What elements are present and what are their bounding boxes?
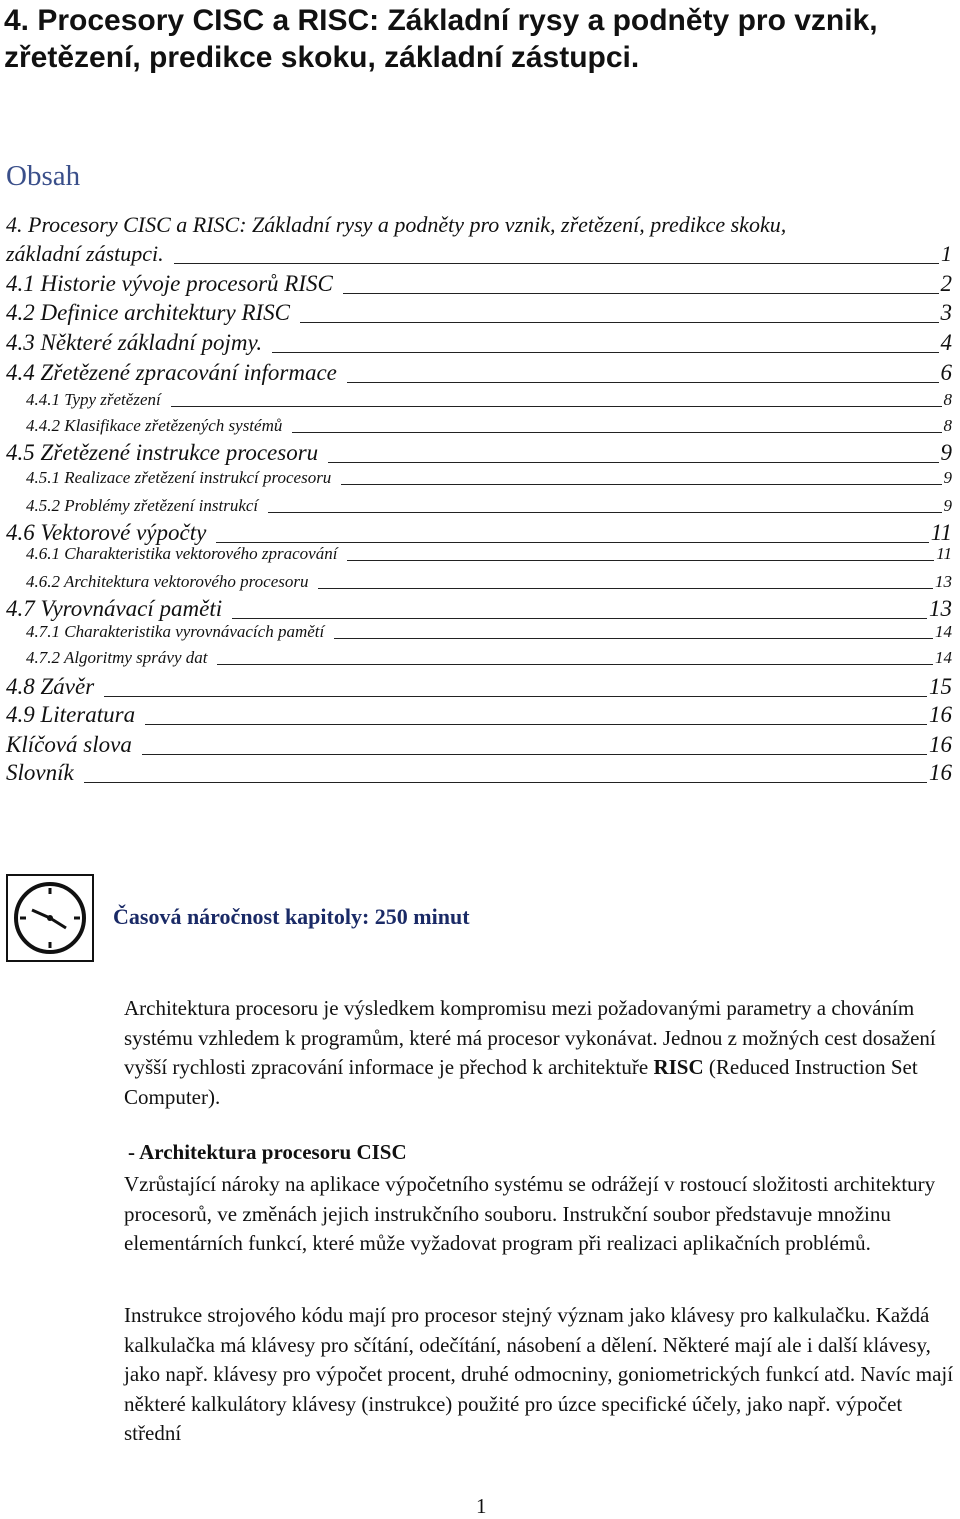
toc-page: 11 xyxy=(930,520,952,545)
toc-entry-label: 4.7.1 Charakteristika vyrovnávacích pamětí xyxy=(26,622,325,641)
section-subheading: - Architektura procesoru CISC xyxy=(128,1140,407,1164)
toc-entry[interactable] xyxy=(6,271,952,297)
intro-paragraph xyxy=(124,994,958,1112)
toc-entry[interactable] xyxy=(6,674,952,700)
toc-entry-label: Slovník xyxy=(6,760,74,785)
page-number: 1 xyxy=(476,1494,487,1518)
toc-leader xyxy=(84,781,927,783)
time-estimate: Časová náročnost kapitoly: 250 minut xyxy=(113,904,470,929)
toc-entry-label: 4.6.2 Architektura vektorového procesoru xyxy=(26,572,309,591)
toc-page: 9 xyxy=(943,468,952,487)
toc-leader xyxy=(272,351,938,353)
toc-page: 8 xyxy=(943,416,952,435)
toc-heading: Obsah xyxy=(6,160,81,192)
intro-bold: RISC xyxy=(653,1055,704,1079)
toc-entry[interactable] xyxy=(6,300,952,326)
toc-entry[interactable] xyxy=(6,760,952,786)
toc-page: 11 xyxy=(936,544,952,563)
toc-page: 1 xyxy=(941,241,952,266)
toc-page: 9 xyxy=(943,496,952,515)
toc-entry[interactable] xyxy=(6,702,952,728)
toc-entry-label: 4.1 Historie vývoje procesorů RISC xyxy=(6,271,333,296)
toc-page: 4 xyxy=(940,330,952,355)
toc-entry-label: 4.5 Zřetězené instrukce procesoru xyxy=(6,440,319,465)
toc-entry-label: 4.4 Zřetězené zpracování informace xyxy=(6,360,337,385)
toc-entry[interactable] xyxy=(6,520,952,546)
toc-entry-label: 4.6 Vektorové výpočty xyxy=(6,520,207,545)
toc-page: 15 xyxy=(929,674,952,699)
toc-leader xyxy=(318,587,933,589)
toc-entry-label: 4.5.2 Problémy zřetězení instrukcí xyxy=(26,496,259,515)
toc-entry-label: 4.4.1 Typy zřetězení xyxy=(26,390,161,409)
chapter-title: 4. Procesory CISC a RISC: Základní rysy a podněty pro vznik, zřetězení, predikce skoku, základní zástupci. xyxy=(4,4,878,74)
toc-leader xyxy=(300,321,938,323)
toc-page: 13 xyxy=(929,596,952,621)
toc-entry-label: 4.4.2 Klasifikace zřetězených systémů xyxy=(26,416,283,435)
toc-entry-label: 4.6.1 Charakteristika vektorového zpracování xyxy=(26,544,338,563)
toc-page: 13 xyxy=(935,572,952,591)
intro-text-end: (Reduced Instruction Set Computer). xyxy=(124,1055,918,1109)
toc-page: 16 xyxy=(929,760,952,785)
toc-entry-label: 4.5.1 Realizace zřetězení instrukcí procesoru xyxy=(26,468,332,487)
toc-entry-label: 4.7.2 Algoritmy správy dat xyxy=(26,648,208,667)
clock-icon xyxy=(6,874,94,962)
intro-text: Architektura procesoru je výsledkem kompromisu mezi požadovanými parametry a chováním systému vzhledem k programům, které má procesor vykonávat. Jednou z možných cest dosažení vyšší rychlosti zpracování informace je přechod k architektuře xyxy=(124,996,936,1079)
toc-leader xyxy=(174,262,939,264)
toc-leader xyxy=(334,637,933,639)
toc-leader xyxy=(232,617,927,619)
toc-entry-first-line1: 4. Procesory CISC a RISC: Základní rysy a podněty pro vznik, zřetězení, predikce skoku, xyxy=(6,212,787,237)
toc-entry[interactable] xyxy=(6,390,952,410)
toc-entry-first-line2: základní zástupci. xyxy=(6,241,164,266)
toc-entry-label: 4.2 Definice architektury RISC xyxy=(6,300,291,325)
toc-entry[interactable] xyxy=(6,330,952,356)
toc-leader xyxy=(341,483,941,485)
toc-page: 6 xyxy=(940,360,952,385)
toc-page: 8 xyxy=(943,390,952,409)
toc-page: 16 xyxy=(929,702,952,727)
toc-leader xyxy=(217,663,933,665)
toc-leader xyxy=(328,461,938,463)
toc-leader xyxy=(142,753,927,755)
toc-entry-label: 4.8 Závěr xyxy=(6,674,95,699)
toc-leader xyxy=(347,381,939,383)
toc-entry-label: 4.9 Literatura xyxy=(6,702,136,727)
toc-leader xyxy=(268,511,941,513)
toc-leader xyxy=(171,405,942,407)
toc-entry[interactable] xyxy=(6,416,952,436)
toc-page: 9 xyxy=(940,440,952,465)
toc-entry[interactable] xyxy=(6,622,952,642)
toc-entry-label: 4.7 Vyrovnávací paměti xyxy=(6,596,223,621)
toc-page: 14 xyxy=(935,622,952,641)
toc-entry[interactable] xyxy=(6,440,952,466)
toc-entry[interactable] xyxy=(6,648,952,668)
toc-entry[interactable] xyxy=(6,732,952,758)
toc-entry[interactable] xyxy=(6,544,952,564)
toc-leader xyxy=(347,559,934,561)
toc-entry-label: Klíčová slova xyxy=(6,732,132,757)
toc-leader xyxy=(343,292,939,294)
toc-leader xyxy=(292,431,941,433)
toc-leader xyxy=(145,723,927,725)
toc-entry[interactable] xyxy=(6,496,952,516)
toc-page: 14 xyxy=(935,648,952,667)
toc-page: 16 xyxy=(929,732,952,757)
toc-entry[interactable] xyxy=(6,360,952,386)
toc-leader xyxy=(104,695,927,697)
cisc-paragraph: Vzrůstající nároky na aplikace výpočetního systému se odrážejí v rostoucí složitosti architektury procesorů, ve změnách jejich instrukčního souboru. Instrukční soubor představuje množinu elementárních funkcí, které může vyžadovat program při realizaci aplikačních problémů. xyxy=(124,1172,936,1255)
instruction-paragraph: Instrukce strojového kódu mají pro procesor stejný význam jako klávesy pro kalkulačku. Každá kalkulačka má klávesy pro sčítání, odečítání, násobení a dělení. Některé mají ale i další klávesy, jako např. klávesy pro výpočet procent, druhé odmocniny, goniometrických funkcí atd. Navíc mají některé kalkulátory klávesy (instrukce) použité pro úzce specifické účely, jako např. výpočet střední xyxy=(124,1303,954,1445)
toc-leader xyxy=(216,541,928,543)
toc-page: 3 xyxy=(940,300,952,325)
toc-entry[interactable] xyxy=(6,468,952,488)
toc-entry-label: 4.3 Některé základní pojmy. xyxy=(6,330,263,355)
toc-entry[interactable] xyxy=(6,596,952,622)
toc-page: 2 xyxy=(940,271,952,296)
toc-entry[interactable] xyxy=(6,572,952,592)
